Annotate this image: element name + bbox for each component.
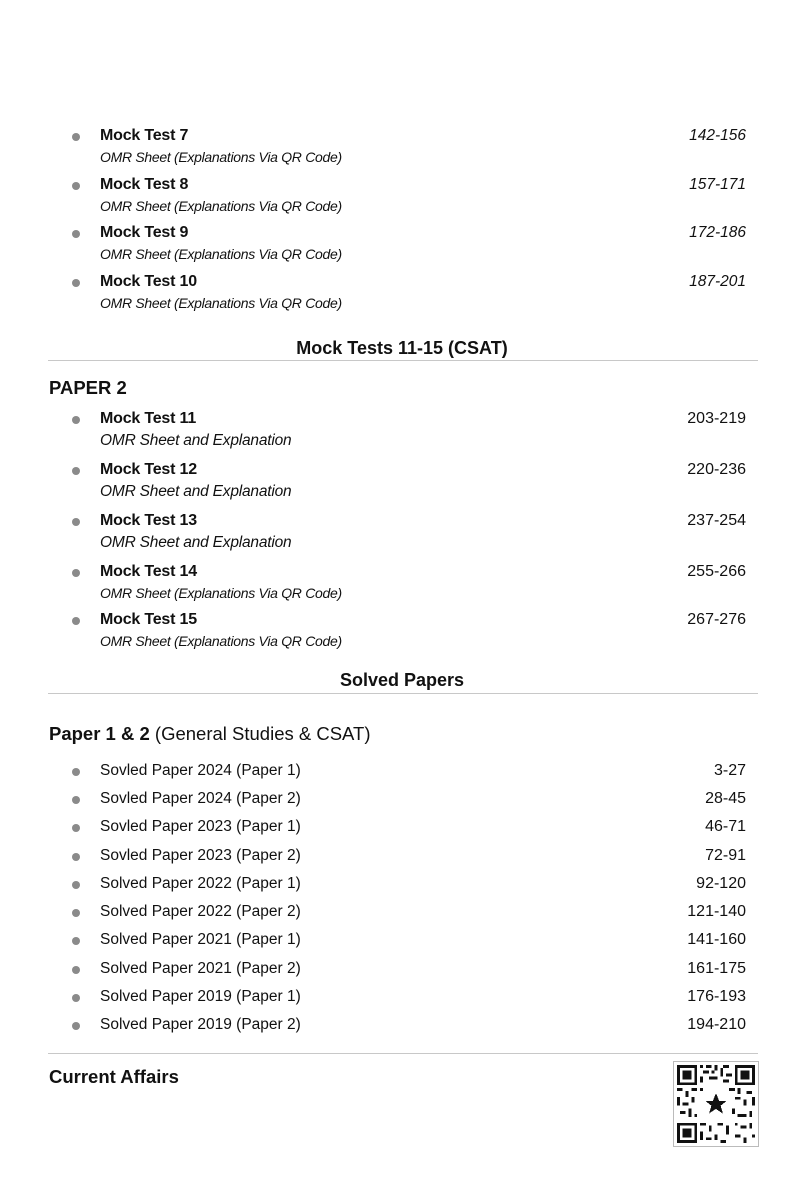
mock-test-pages: 142-156 (689, 127, 746, 144)
mock-test-pages: 157-171 (689, 176, 746, 193)
bullet-icon (72, 853, 80, 861)
solved-paper-pages: 141-160 (687, 931, 746, 948)
mock-test-pages: 203-219 (687, 410, 746, 427)
solved-paper-title: Solved Paper 2019 (Paper 1) (100, 988, 301, 1005)
solved-paper-title: Sovled Paper 2024 (Paper 2) (100, 790, 301, 807)
bullet-icon (72, 569, 80, 577)
solved-paper-title: Solved Paper 2019 (Paper 2) (100, 1016, 301, 1033)
bullet-icon (72, 881, 80, 889)
solved-paper-title: Solved Paper 2021 (Paper 2) (100, 960, 301, 977)
bullet-icon (72, 994, 80, 1002)
mock-test-subtitle: OMR Sheet and Explanation (100, 483, 292, 500)
bullet-icon (72, 518, 80, 526)
solved-paper-title: Sovled Paper 2023 (Paper 1) (100, 818, 301, 835)
section-divider (48, 693, 758, 694)
bullet-icon (72, 617, 80, 625)
paper-1-2-label (49, 723, 371, 745)
solved-paper-pages: 92-120 (696, 875, 746, 892)
mock-test-subtitle: OMR Sheet (Explanations Via QR Code) (100, 633, 342, 649)
mock-test-title: Mock Test 9 (100, 224, 189, 241)
mock-test-pages: 187-201 (689, 273, 746, 290)
mock-test-pages: 267-276 (687, 611, 746, 628)
paper-label-light: (General Studies & CSAT) (149, 723, 371, 744)
solved-paper-pages: 72-91 (705, 847, 746, 864)
solved-paper-pages: 121-140 (687, 903, 746, 920)
mock-test-subtitle: OMR Sheet (Explanations Via QR Code) (100, 198, 342, 214)
mock-test-title: Mock Test 15 (100, 611, 197, 628)
paper-2-label: PAPER 2 (49, 377, 127, 398)
paper-label-bold: Paper 1 & 2 (49, 723, 150, 744)
bullet-icon (72, 416, 80, 424)
solved-paper-title: Solved Paper 2022 (Paper 1) (100, 875, 301, 892)
mock-test-pages: 237-254 (687, 512, 746, 529)
mock-test-subtitle: OMR Sheet (Explanations Via QR Code) (100, 295, 342, 311)
solved-paper-title: Solved Paper 2022 (Paper 2) (100, 903, 301, 920)
bullet-icon (72, 133, 80, 141)
solved-paper-pages: 46-71 (705, 818, 746, 835)
bullet-icon (72, 467, 80, 475)
qr-code-icon[interactable] (673, 1061, 759, 1147)
bullet-icon (72, 1022, 80, 1030)
bullet-icon (72, 279, 80, 287)
mock-test-title: Mock Test 7 (100, 127, 189, 144)
bullet-icon (72, 796, 80, 804)
solved-paper-pages: 176-193 (687, 988, 746, 1005)
solved-paper-title: Sovled Paper 2024 (Paper 1) (100, 762, 301, 779)
mock-test-subtitle: OMR Sheet (Explanations Via QR Code) (100, 585, 342, 601)
mock-test-title: Mock Test 12 (100, 461, 197, 478)
solved-paper-pages: 161-175 (687, 960, 746, 977)
bullet-icon (72, 966, 80, 974)
bullet-icon (72, 768, 80, 776)
solved-paper-pages: 3-27 (713, 762, 746, 779)
current-affairs-heading: Current Affairs (49, 1066, 179, 1087)
bullet-icon (72, 182, 80, 190)
mock-test-title: Mock Test 14 (100, 563, 197, 580)
mock-test-title: Mock Test 13 (100, 512, 197, 529)
section-heading-solved-papers: Solved Papers (339, 670, 465, 690)
mock-test-subtitle: OMR Sheet and Explanation (100, 534, 292, 551)
mock-test-subtitle: OMR Sheet and Explanation (100, 432, 292, 449)
mock-test-pages: 172-186 (689, 224, 746, 241)
bullet-icon (72, 824, 80, 832)
section-divider (48, 1053, 758, 1054)
solved-paper-title: Sovled Paper 2023 (Paper 2) (100, 847, 301, 864)
mock-test-pages: 255-266 (687, 563, 746, 580)
mock-test-title: Mock Test 8 (100, 176, 189, 193)
bullet-icon (72, 937, 80, 945)
mock-test-pages: 220-236 (687, 461, 746, 478)
section-divider (48, 360, 758, 361)
section-heading-csat: Mock Tests 11-15 (CSAT) (296, 338, 508, 358)
mock-test-title: Mock Test 11 (100, 410, 197, 427)
mock-test-subtitle: OMR Sheet (Explanations Via QR Code) (100, 149, 342, 165)
solved-paper-pages: 194-210 (687, 1016, 746, 1033)
bullet-icon (72, 230, 80, 238)
mock-test-subtitle: OMR Sheet (Explanations Via QR Code) (100, 246, 342, 262)
solved-paper-title: Solved Paper 2021 (Paper 1) (100, 931, 301, 948)
mock-test-title: Mock Test 10 (100, 273, 197, 290)
bullet-icon (72, 909, 80, 917)
solved-paper-pages: 28-45 (705, 790, 746, 807)
